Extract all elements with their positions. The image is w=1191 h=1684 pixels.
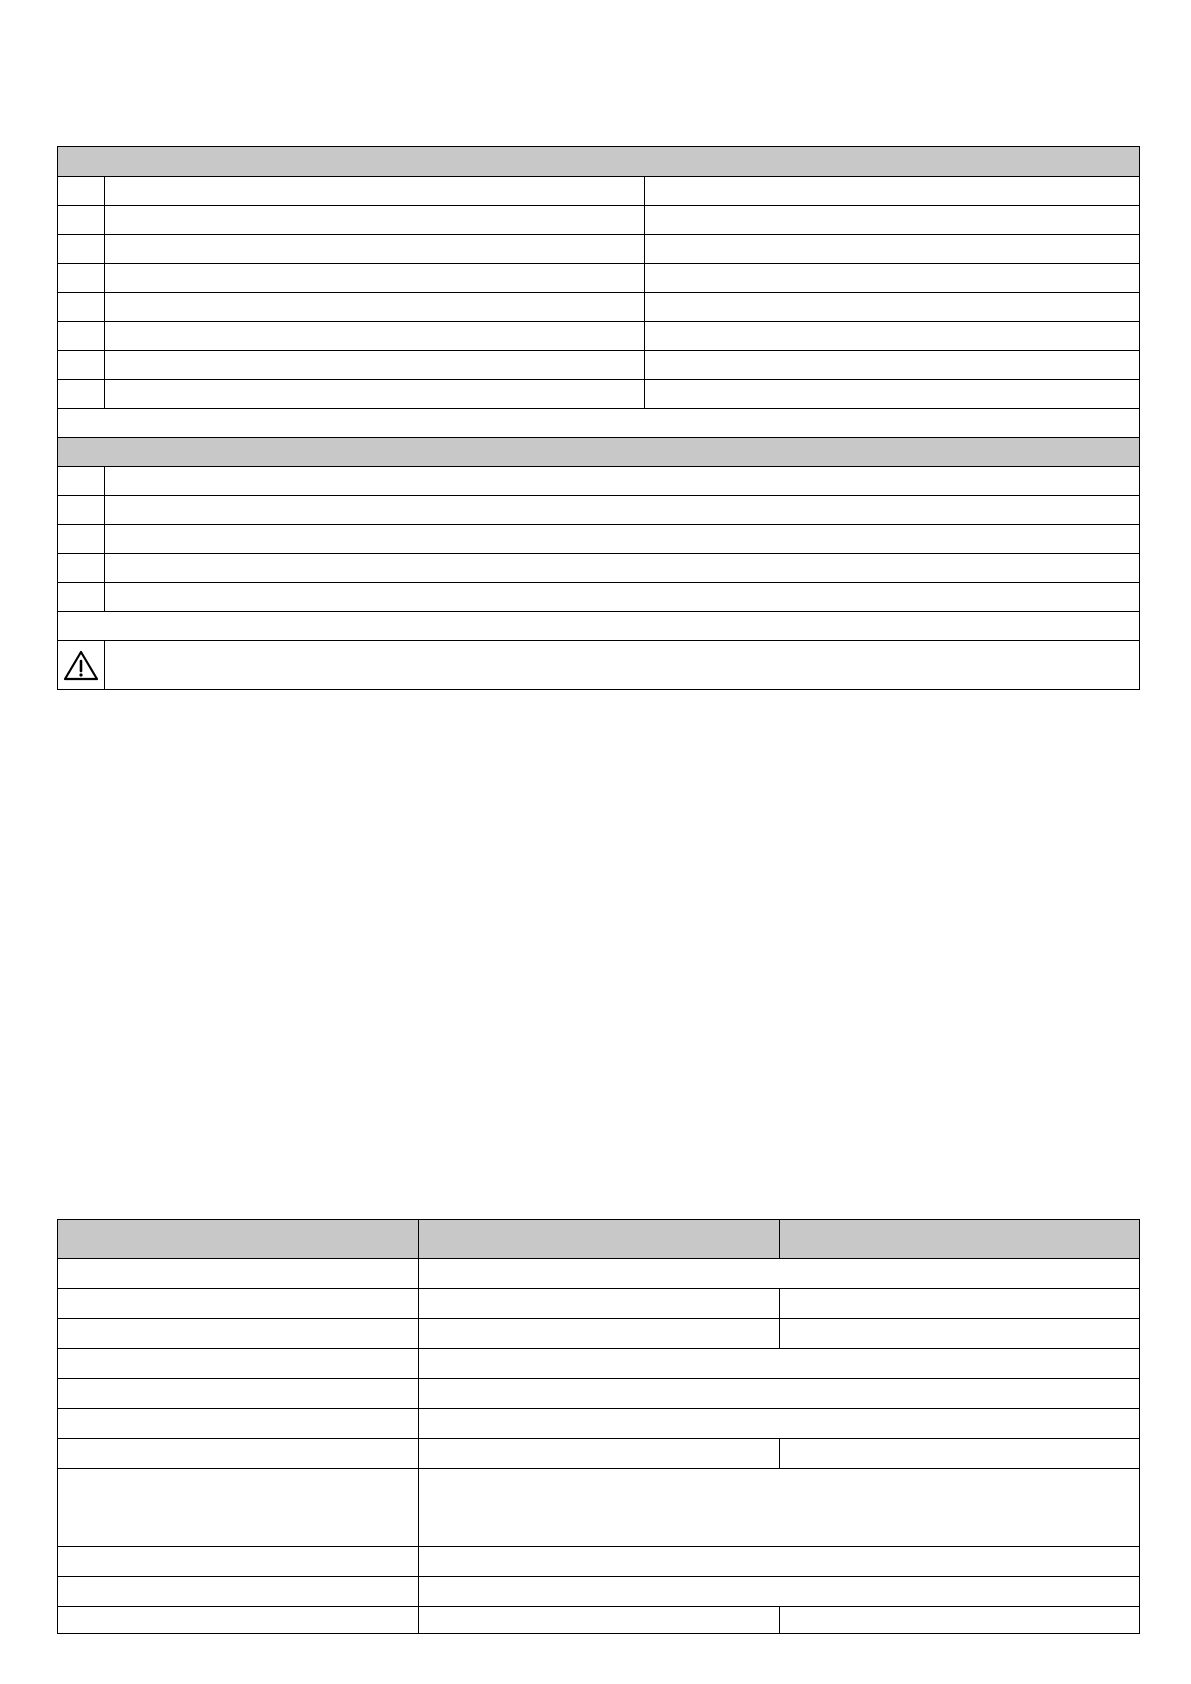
spec-value-a — [418, 1289, 779, 1318]
row-description — [104, 177, 644, 205]
spec-label — [58, 1259, 418, 1288]
spec-value — [418, 1469, 1139, 1546]
spec-label — [58, 1409, 418, 1438]
spec-label — [58, 1289, 418, 1318]
row-number — [58, 322, 104, 350]
specs-table — [57, 1219, 1140, 1634]
spacer-text — [58, 612, 1139, 640]
spec-value-b — [779, 1439, 1139, 1468]
table-row — [58, 379, 1139, 408]
specs-header-col1 — [58, 1220, 418, 1258]
spec-value-a — [418, 1319, 779, 1348]
table-row — [58, 1258, 1139, 1288]
row-number — [58, 206, 104, 234]
item-number — [58, 496, 104, 524]
specs-header — [58, 1220, 1139, 1258]
table-row — [58, 1348, 1139, 1378]
item-text — [104, 496, 1139, 524]
spec-label — [58, 1349, 418, 1378]
row-number — [58, 351, 104, 379]
section1-header — [58, 147, 1139, 176]
row-value — [644, 177, 1139, 205]
table-row — [58, 1606, 1139, 1634]
table-row — [58, 234, 1139, 263]
row-number — [58, 235, 104, 263]
list-item — [58, 495, 1139, 524]
table-row — [58, 1288, 1139, 1318]
table-row — [58, 1546, 1139, 1576]
row-value — [644, 264, 1139, 292]
spec-value — [418, 1577, 1139, 1606]
row-description — [104, 235, 644, 263]
table-row — [58, 321, 1139, 350]
spec-label — [58, 1607, 418, 1634]
warning-triangle-icon — [58, 641, 104, 689]
table-row — [58, 205, 1139, 234]
spec-label — [58, 1319, 418, 1348]
section2-header — [58, 437, 1139, 466]
row-value — [644, 322, 1139, 350]
row-description — [104, 322, 644, 350]
warning-text — [104, 641, 1139, 689]
specs-header-col2 — [418, 1220, 779, 1258]
item-number — [58, 554, 104, 582]
spec-value — [418, 1547, 1139, 1576]
list-item — [58, 466, 1139, 495]
spec-value-b — [779, 1319, 1139, 1348]
section1-header-text — [58, 147, 1139, 176]
item-number — [58, 525, 104, 553]
row-number — [58, 177, 104, 205]
table-row — [58, 292, 1139, 321]
row-number — [58, 293, 104, 321]
item-number — [58, 467, 104, 495]
table-row — [58, 1438, 1139, 1468]
row-value — [644, 235, 1139, 263]
section-spacer — [58, 408, 1139, 437]
row-value — [644, 206, 1139, 234]
row-description — [104, 380, 644, 408]
spec-value-b — [779, 1607, 1139, 1634]
row-description — [104, 293, 644, 321]
item-text — [104, 583, 1139, 611]
table-row — [58, 1318, 1139, 1348]
table-row — [58, 1576, 1139, 1606]
row-number — [58, 264, 104, 292]
table-row — [58, 1378, 1139, 1408]
spec-value — [418, 1379, 1139, 1408]
spec-label — [58, 1547, 418, 1576]
section2-header-text — [58, 438, 1139, 466]
item-text — [104, 554, 1139, 582]
row-value — [644, 293, 1139, 321]
spec-label — [58, 1577, 418, 1606]
item-text — [104, 467, 1139, 495]
spec-value-a — [418, 1607, 779, 1634]
spec-label — [58, 1379, 418, 1408]
spec-value — [418, 1409, 1139, 1438]
item-text — [104, 525, 1139, 553]
list-item — [58, 553, 1139, 582]
row-description — [104, 264, 644, 292]
table-row — [58, 1408, 1139, 1438]
spec-value-a — [418, 1439, 779, 1468]
list-item — [58, 524, 1139, 553]
row-description — [104, 351, 644, 379]
warning-row — [58, 640, 1139, 689]
spec-value-b — [779, 1289, 1139, 1318]
item-number — [58, 583, 104, 611]
section-spacer — [58, 611, 1139, 640]
spec-value — [418, 1349, 1139, 1378]
list-item — [58, 582, 1139, 611]
spacer-text — [58, 409, 1139, 437]
row-value — [644, 351, 1139, 379]
table-row — [58, 176, 1139, 205]
table-row — [58, 1468, 1139, 1546]
spec-value — [418, 1259, 1139, 1288]
spec-label — [58, 1439, 418, 1468]
specs-header-col3 — [779, 1220, 1139, 1258]
row-number — [58, 380, 104, 408]
table-row — [58, 350, 1139, 379]
parts-table-block — [57, 146, 1140, 690]
row-description — [104, 206, 644, 234]
table-row — [58, 263, 1139, 292]
spec-label — [58, 1469, 418, 1546]
row-value — [644, 380, 1139, 408]
